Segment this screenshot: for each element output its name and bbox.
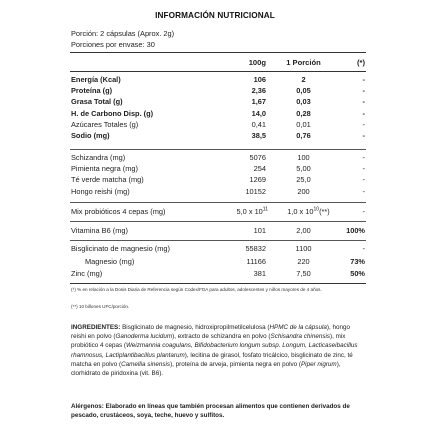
row-value: 220 — [297, 256, 310, 266]
row-value: 1,67 — [251, 97, 266, 107]
table-row — [71, 153, 365, 163]
row-value: 11166 — [246, 256, 266, 266]
header-percent: (*) — [356, 58, 365, 67]
footnote-ufc: (**) 10 billones UFC/porción. — [71, 304, 130, 309]
row-value: 200 — [297, 186, 310, 196]
row-value: - — [362, 153, 365, 162]
table-row — [71, 257, 365, 267]
row-label: H. de Carbono Disp. (g) — [71, 108, 154, 118]
divider — [70, 202, 366, 203]
row-label: Proteína (g) — [71, 86, 113, 96]
row-label: Azúcares Totales (g) — [71, 119, 139, 129]
row-value: 0,41 — [251, 119, 266, 129]
row-value: - — [362, 97, 365, 107]
row-label: Pimienta negra (mg) — [71, 164, 138, 174]
divider — [70, 52, 366, 53]
row-value: 0,76 — [296, 131, 311, 140]
row-value: 55832 — [245, 244, 266, 253]
table-row — [71, 187, 365, 197]
row-value: - — [362, 108, 365, 118]
table-row — [71, 97, 365, 107]
divider — [70, 71, 366, 72]
row-value: - — [362, 164, 365, 174]
row-value: 50% — [350, 269, 365, 278]
header-portion: 1 Porción — [286, 58, 321, 67]
row-value: - — [362, 175, 365, 185]
row-value: 0,01 — [296, 119, 311, 129]
table-row — [71, 109, 365, 119]
row-value: 5076 — [249, 153, 266, 162]
row-value: - — [362, 186, 365, 196]
row-value: 2,36 — [251, 86, 266, 96]
row-value: 1100 — [295, 244, 312, 253]
table-row — [71, 244, 365, 254]
row-value: 1269 — [249, 175, 266, 185]
page-title: INFORMACIÓN NUTRICIONAL — [155, 11, 275, 20]
table-row-probiotic: Mix probióticos 4 cepas (mg) 5,0 x $10^{11}$ 1,0 x $10^{10}(**)$ - — [71, 206, 365, 216]
row-value: 106 — [253, 75, 266, 84]
table-row — [71, 86, 365, 96]
table-row — [71, 131, 365, 141]
row-value: - — [362, 86, 365, 96]
row-value: - — [362, 119, 365, 129]
servings-per-container: Porciones por envase: 30 — [71, 40, 155, 49]
divider — [70, 240, 366, 241]
row-value: 38,5 — [251, 131, 266, 140]
row-value: - — [362, 75, 365, 84]
row-value: 10152 — [245, 186, 266, 196]
row-value: 7,50 — [296, 269, 311, 278]
row-label: Zinc (mg) — [71, 269, 103, 278]
table-row — [71, 75, 365, 85]
table-header — [71, 58, 365, 68]
row-label: Schizandra (mg) — [71, 153, 126, 162]
ingredients-text: INGREDIENTES: Bisglicinato de magnesio, hidroxipropilmetilcelulosa (HPMC de la cápsula), hongo reishi en polvo (Ganoderma lucidum), extracto de schizandra en polvo (Schisandra chinensis), mix probiótico 4 cepas (Weizmannia coagulans, Bifidobacterium longum subsp. Longum, Lacticaseibacillus rhamnosus, Lactiplantibacillus plantarum), lecitina de girasol, fosfato tricálcico, bisglicinato de zinc, té matcha en polvo (Camellia sinensis), proteína de arveja, pimienta negra en polvo (Piper nigrum), clorhidrato de piridoxina (vit. B6). — [71, 324, 358, 378]
table-row — [71, 120, 365, 130]
row-label: Bisglicinato de magnesio (mg) — [71, 244, 170, 253]
row-value: - — [362, 131, 365, 140]
footnote-daily-value: (*) % en relación a la Dosis Diaria de Referencia según Codex/FDA para adultos, adolescentes y niños mayores de 4 años. — [71, 287, 322, 292]
row-value: 2 — [301, 75, 306, 84]
table-row — [71, 164, 365, 174]
row-value: 14,0 — [251, 108, 266, 118]
divider — [70, 149, 366, 150]
serving-size: Porción: 2 cápsulas (Aprox. 2g) — [71, 29, 175, 38]
row-label: Sodio (mg) — [71, 131, 110, 140]
table-row — [71, 175, 365, 185]
row-value: 254 — [253, 164, 266, 174]
row-label: Hongo reishi (mg) — [71, 186, 130, 196]
row-value: 0,03 — [296, 97, 311, 107]
row-value: 381 — [253, 269, 266, 278]
row-value: - — [362, 244, 365, 253]
divider — [70, 221, 366, 222]
row-value: 25,0 — [296, 175, 311, 185]
row-value: 0,28 — [296, 108, 311, 118]
table-row-vitamin-b6: Vitamina B6 (mg) 101 2,00 100% — [71, 226, 365, 235]
row-value: 73% — [350, 256, 365, 266]
row-value: 0,05 — [296, 86, 311, 96]
row-label: Té verde matcha (mg) — [71, 175, 144, 185]
row-label: Magnesio (mg) — [85, 256, 135, 266]
divider — [70, 283, 366, 284]
header-100g: 100g — [248, 58, 266, 67]
row-value: 5,00 — [296, 164, 311, 174]
row-label: Grasa Total (g) — [71, 97, 123, 107]
row-value: 100 — [297, 153, 310, 162]
row-label: Energía (Kcal) — [71, 75, 121, 84]
allergens-text: Alérgenos: Elaborado en líneas que también procesan alimentos que contienen derivados de pescado, crustáceos, soya, teche, huevo y sulfitos. — [71, 403, 350, 420]
table-row — [71, 269, 365, 279]
